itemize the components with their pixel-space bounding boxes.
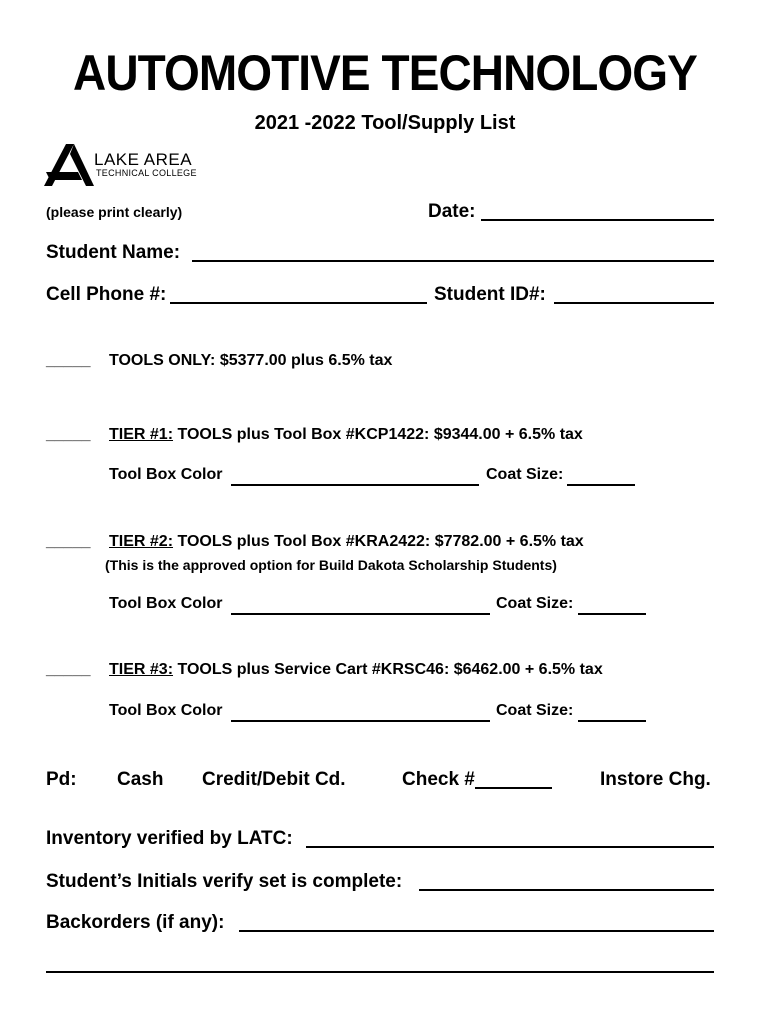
tier2-label: TIER #2: [109, 533, 174, 550]
student-id-label: Student ID#: [434, 284, 546, 305]
tier1-toolbox-color-label: Tool Box Color [109, 466, 223, 483]
tier2-option [109, 533, 584, 551]
tier3-toolbox-color-label: Tool Box Color [109, 702, 223, 719]
tier1-toolbox-color-field[interactable] [231, 484, 479, 486]
student-initials-field[interactable] [419, 889, 714, 891]
payment-check[interactable]: Check # [402, 769, 475, 790]
backorders-field[interactable] [239, 930, 714, 932]
backorders-label: Backorders (if any): [46, 912, 225, 933]
tier3-text: TOOLS plus Service Cart #KRSC46: $6462.00 + 6.5% tax [177, 661, 603, 678]
student-id-field[interactable] [554, 302, 714, 304]
tier2-coat-size-field[interactable] [578, 613, 646, 615]
tier2-checkbox[interactable]: _____ [46, 533, 91, 550]
tier1-option [109, 426, 583, 444]
tier3-coat-size-label: Coat Size: [496, 702, 574, 719]
tier1-label: TIER #1: [109, 426, 174, 443]
date-label: Date: [428, 201, 476, 222]
paid-label: Pd: [46, 769, 77, 790]
tier2-toolbox-color-label: Tool Box Color [109, 595, 223, 612]
tier1-text: TOOLS plus Tool Box #KCP1422: $9344.00 + 6.5% tax [177, 426, 583, 443]
page-title: AUTOMOTIVE TECHNOLOGY [73, 45, 697, 101]
tier2-text: TOOLS plus Tool Box #KRA2422: $7782.00 + 6.5% tax [177, 533, 584, 550]
tier2-toolbox-color-field[interactable] [231, 613, 490, 615]
backorders-extra-line[interactable] [46, 971, 714, 973]
student-name-field[interactable] [192, 260, 714, 262]
cell-phone-label: Cell Phone #: [46, 284, 167, 305]
logo-name-line1: LAKE AREA [94, 150, 193, 169]
college-logo [44, 142, 94, 188]
tools-only-text: TOOLS ONLY: $5377.00 plus 6.5% tax [109, 352, 393, 369]
tier3-option [109, 661, 603, 679]
tier2-note: (This is the approved option for Build Dakota Scholarship Students) [105, 557, 557, 573]
tier1-coat-size-field[interactable] [567, 484, 635, 486]
tier3-label: TIER #3: [109, 661, 174, 678]
check-number-field[interactable] [475, 787, 552, 789]
print-note: (please print clearly) [46, 204, 183, 220]
page-subtitle: 2021 -2022 Tool/Supply List [254, 112, 516, 134]
student-name-label: Student Name: [46, 242, 181, 263]
logo-name-line2: TECHNICAL COLLEGE [96, 168, 197, 178]
inventory-verified-label: Inventory verified by LATC: [46, 828, 293, 849]
cell-phone-field[interactable] [170, 302, 427, 304]
inventory-verified-field[interactable] [306, 846, 714, 848]
payment-cash[interactable]: Cash [117, 769, 164, 790]
tools-only-checkbox[interactable]: _____ [46, 352, 91, 369]
payment-instore-charge[interactable]: Instore Chg. [600, 769, 711, 790]
student-initials-label: Student’s Initials verify set is complete: [46, 871, 403, 892]
tier3-coat-size-field[interactable] [578, 720, 646, 722]
tier3-toolbox-color-field[interactable] [231, 720, 490, 722]
tier1-checkbox[interactable]: _____ [46, 426, 91, 443]
tier2-coat-size-label: Coat Size: [496, 595, 574, 612]
payment-credit-debit[interactable]: Credit/Debit Cd. [202, 769, 346, 790]
date-field[interactable] [481, 219, 714, 221]
tier3-checkbox[interactable]: _____ [46, 661, 91, 678]
tier1-coat-size-label: Coat Size: [486, 466, 564, 483]
